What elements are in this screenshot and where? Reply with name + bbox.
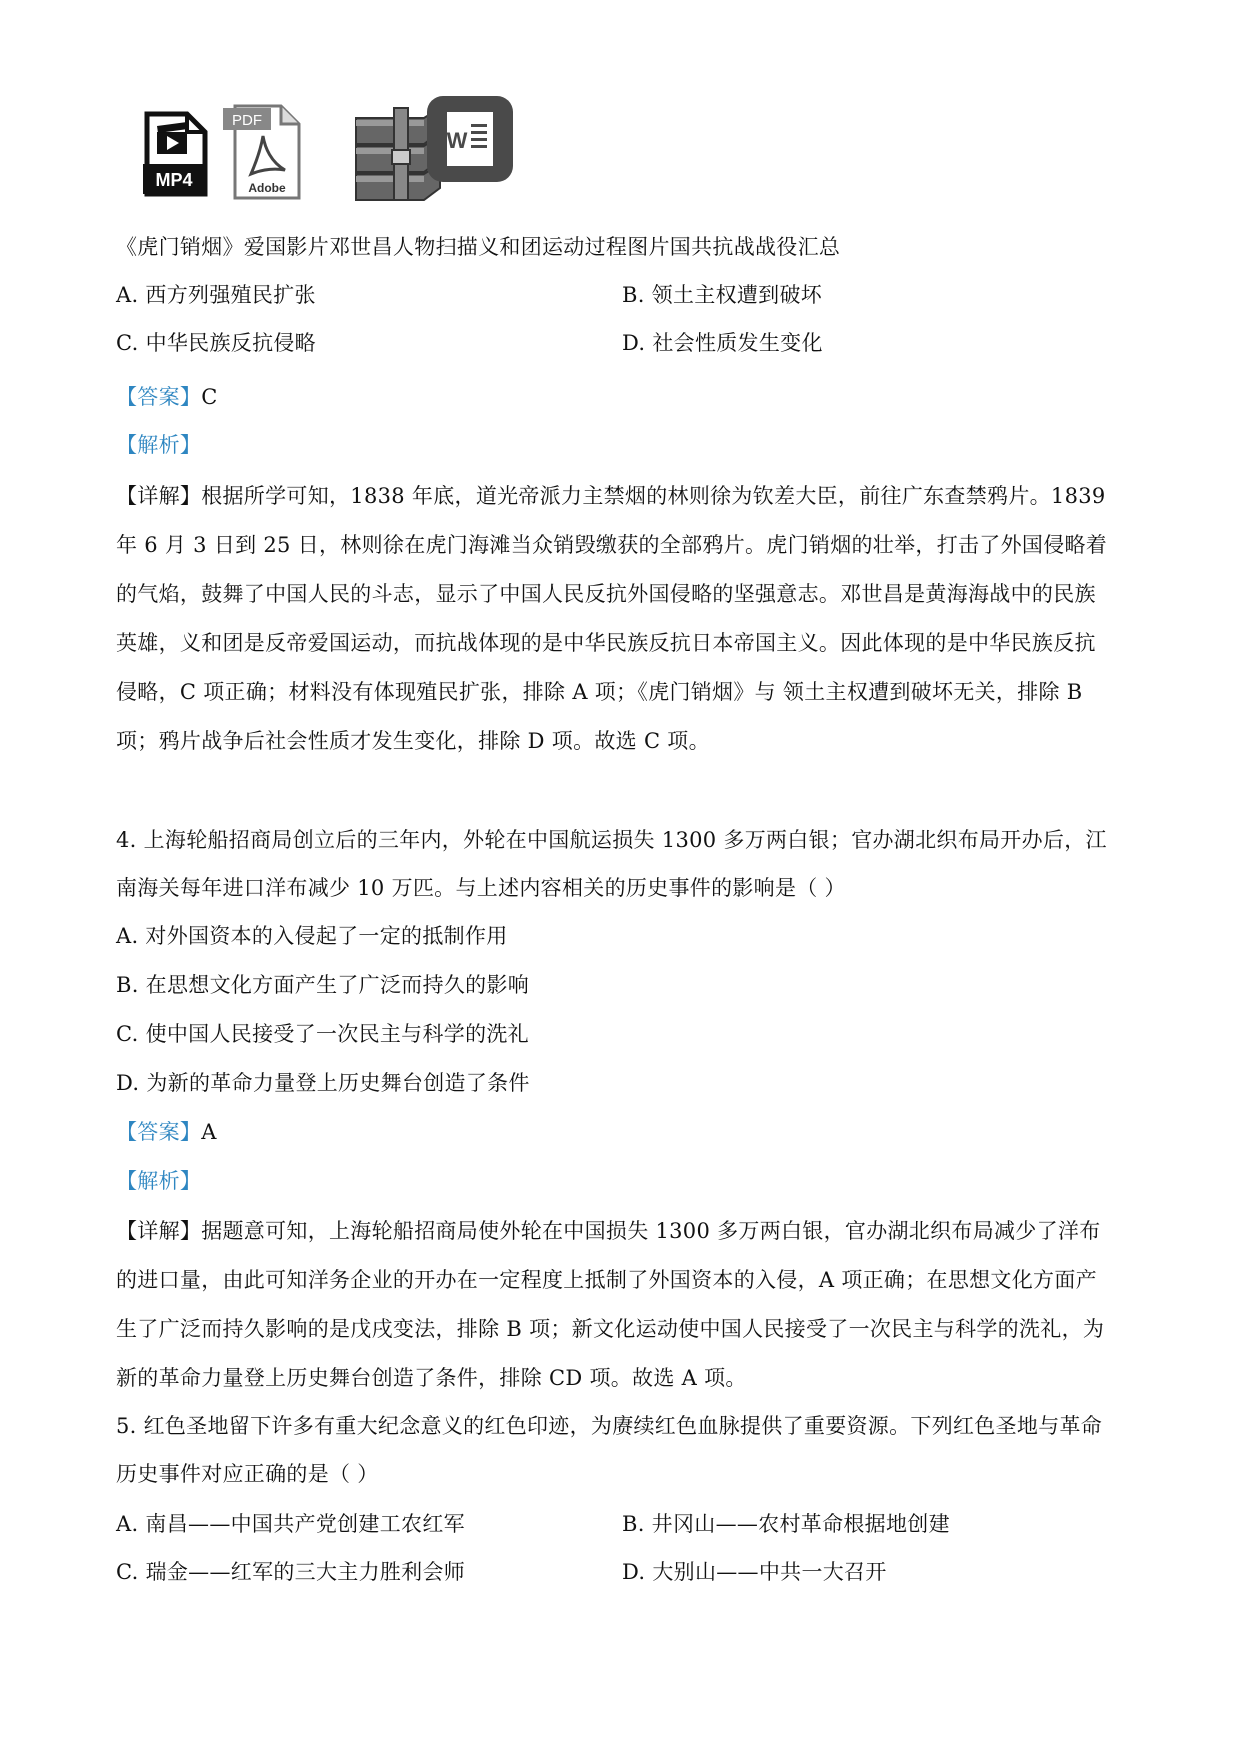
q4-answer — [116, 1117, 217, 1147]
q5-option-c: C. 瑞金——红军的三大主力胜利会师 — [116, 1560, 466, 1584]
answer-value: C — [201, 385, 218, 409]
answer-tag: 【答案】 — [116, 1120, 202, 1144]
word-document-icon — [425, 94, 515, 184]
q4-option-b: B. 在思想文化方面产生了广泛而持久的影响 — [116, 973, 530, 997]
q3-stem: 《虎门销烟》爱国影片邓世昌人物扫描义和团运动过程图片国共抗战战役汇总 — [116, 235, 841, 259]
mp4-label: MP4 — [155, 170, 193, 190]
q3-detail-line-1 — [116, 481, 1106, 511]
q4-option-a: A. 对外国资本的入侵起了一定的抵制作用 — [116, 924, 508, 948]
detail-text: 据题意可知，上海轮船招商局使外轮在中国损失 1300 多万两白银，官办湖北织布局减少了洋布 — [201, 1219, 1101, 1243]
detail-tag: 【详解】 — [116, 484, 202, 508]
q3-detail-line-3: 的气焰，鼓舞了中国人民的斗志，显示了中国人民反抗外国侵略的坚强意志。邓世昌是黄海海战中的民族 — [116, 582, 1096, 606]
word-label: W — [446, 128, 468, 153]
q4-analysis-tag: 【解析】 — [116, 1169, 202, 1193]
q3-detail-line-4: 英雄，义和团是反帝爱国运动，而抗战体现的是中华民族反抗日本帝国主义。因此体现的是中华民族反抗 — [116, 631, 1096, 655]
q5-option-d: D. 大别山——中共一大召开 — [622, 1560, 887, 1584]
detail-text: 根据所学可知，1838 年底，道光帝派力主禁烟的林则徐为钦差大臣，前往广东查禁鸦片。1839 — [201, 484, 1106, 508]
q3-option-b: B. 领土主权遭到破坏 — [622, 283, 823, 307]
pdf-label: PDF — [232, 112, 262, 129]
q4-detail-line-2: 的进口量，由此可知洋务企业的开办在一定程度上抵制了外国资本的入侵，A 项正确；在思想文化方面产 — [116, 1268, 1097, 1292]
q3-answer — [116, 382, 218, 412]
q5-stem-line-2: 历史事件对应正确的是（ ） — [116, 1462, 379, 1486]
mp4-file-icon — [143, 102, 211, 202]
q5-option-b: B. 井冈山——农村革命根据地创建 — [622, 1512, 950, 1536]
detail-tag: 【详解】 — [116, 1219, 202, 1243]
answer-value: A — [201, 1120, 217, 1144]
pdf-file-icon — [223, 100, 305, 204]
q3-detail-line-6: 项；鸦片战争后社会性质才发生变化，排除 D 项。故选 C 项。 — [116, 729, 710, 753]
q3-detail-line-5: 侵略，C 项正确；材料没有体现殖民扩张，排除 A 项；《虎门销烟》与 领土主权遭到破坏无关，排除 B — [116, 680, 1083, 704]
q3-option-d: D. 社会性质发生变化 — [622, 331, 823, 355]
q5-stem-line-1: 5. 红色圣地留下许多有重大纪念意义的红色印迹，为赓续红色血脉提供了重要资源。下列红色圣地与革命 — [116, 1414, 1103, 1438]
q5-option-a: A. 南昌——中国共产党创建工农红军 — [116, 1512, 465, 1536]
q3-detail-line-2: 年 6 月 3 日到 25 日，林则徐在虎门海滩当众销毁缴获的全部鸦片。虎门销烟的壮举，打击了外国侵略着 — [116, 533, 1108, 557]
q4-detail-line-3: 生了广泛而持久影响的是戊戌变法，排除 B 项；新文化运动使中国人民接受了一次民主与科学的洗礼，为 — [116, 1317, 1105, 1341]
q4-detail-line-1 — [116, 1216, 1101, 1246]
answer-tag: 【答案】 — [116, 385, 202, 409]
resource-icons-row — [143, 102, 583, 212]
q4-option-c: C. 使中国人民接受了一次民主与科学的洗礼 — [116, 1022, 529, 1046]
pdf-sublabel: Adobe — [248, 181, 286, 195]
q3-analysis-tag: 【解析】 — [116, 433, 202, 457]
q3-option-c: C. 中华民族反抗侵略 — [116, 331, 316, 355]
q4-detail-line-4: 新的革命力量登上历史舞台创造了条件，排除 CD 项。故选 A 项。 — [116, 1366, 747, 1390]
q4-stem-line-2: 南海关每年进口洋布减少 10 万匹。与上述内容相关的历史事件的影响是（ ） — [116, 876, 846, 900]
q4-option-d: D. 为新的革命力量登上历史舞台创造了条件 — [116, 1071, 530, 1095]
q3-option-a: A. 西方列强殖民扩张 — [116, 283, 316, 307]
q4-stem-line-1: 4. 上海轮船招商局创立后的三年内，外轮在中国航运损失 1300 多万两白银；官办湖北织布局开办后，江 — [116, 828, 1107, 852]
